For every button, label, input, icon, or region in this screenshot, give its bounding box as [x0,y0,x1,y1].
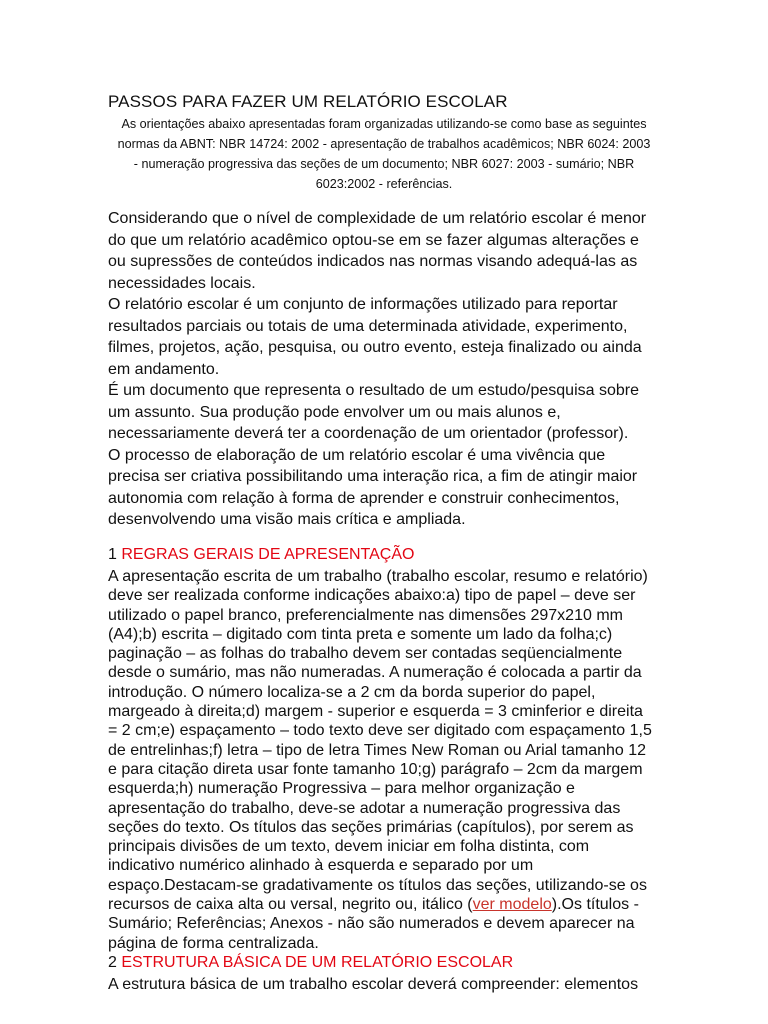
section-line: margeado à direita;d) margem - superior e esquerda = 3 cminferior e direita [108,703,643,721]
section-line: principais divisões de um texto, devem iniciar em folha distinta, com [108,838,590,856]
section-line: = 2 cm;e) espaçamento – todo texto deve ser digitado com espaçamento 1,5 [108,722,652,740]
section-heading-1 [108,545,683,565]
section-line: esquerda;h) numeração Progressiva – para melhor organização e [108,780,575,798]
intro-line: As orientações abaixo apresentadas foram organizadas utilizando-se como base as seguintes [121,117,647,131]
body-line: É um documento que representa o resultado de um estudo/pesquisa sobre [108,382,639,399]
section-line: desde o sumário, mas não numeradas. A numeração é colocada a partir da [108,664,642,682]
body-line: O processo de elaboração de um relatório escolar é uma vivência que [108,446,606,464]
link-line-after: ).Os títulos - [551,896,639,914]
section-line: indicativo numérico alinhado à esquerda e separado por um [108,857,534,875]
section-line: Sumário; Referências; Anexos - não são numerados e devem aparecer na [108,915,635,933]
body-line: resultados parciais ou totais de uma determinada atividade, experimento, [108,317,628,335]
section-line: e para citação direta usar fonte tamanho 10;g) parágrafo – 2cm da margem [108,760,643,778]
intro-line: normas da ABNT: NBR 14724: 2002 - apresentação de trabalhos acadêmicos; NBR 6024: 2003 [117,137,651,151]
section-line: utilizado o papel branco, preferencialmente nas dimensões 297x210 mm [108,606,623,624]
body-line: em andamento. [108,360,220,378]
section-line: de entrelinhas;f) letra – tipo de letra Times New Roman ou Arial tamanho 12 [108,741,647,759]
body-line: O relatório escolar é um conjunto de informações utilizado para reportar [108,296,618,313]
body-line: ou supressões de conteúdos indicados nas normas visando adequá-las as [108,253,638,270]
section-title: REGRAS GERAIS DE APRESENTAÇÃO [121,546,415,563]
section-1 [108,545,683,953]
section-number: 2 [108,954,117,971]
section-line: (A4);b) escrita – digitado com tinta preta e somente um lado da folha;c) [108,625,613,643]
body-line: filmes, projetos, ação, pesquisa, ou outro evento, esteja finalizado ou ainda [108,339,642,356]
section-line: página de forma centralizada. [108,934,319,952]
ver-modelo-link[interactable]: ver modelo [472,896,552,914]
section-number: 1 [108,546,117,563]
body-line: autonomia com relação à forma de aprender e construir conhecimentos, [108,489,620,507]
intro-line: - numeração progressiva das seções de um documento; NBR 6027: 2003 - sumário; NBR [133,157,635,171]
intro-paragraph [100,114,668,194]
section-heading-2 [108,953,683,973]
body-text [108,208,668,531]
body-line: do que um relatório acadêmico optou-se em se fazer algumas alterações e [108,231,639,249]
document-title: PASSOS PARA FAZER UM RELATÓRIO ESCOLAR [108,92,508,111]
section-line: apresentação do trabalho, deve-se adotar a numeração progressiva das [108,799,621,817]
body-line: necessidades locais. [108,274,256,292]
section-line: paginação – as folhas do trabalho devem ser contadas seqüencialmente [108,645,623,663]
section-line: A estrutura básica de um trabalho escolar deverá compreender: elementos [108,976,639,993]
body-line: necessariamente deverá ter a coordenação de um orientador (professor). [108,425,629,442]
section-line: seções do texto. Os títulos das seções primárias (capítulos), por serem as [108,818,634,836]
intro-line: 6023:2002 - referências. [315,177,453,191]
body-line: desenvolvendo uma visão mais crítica e ampliada. [108,511,466,528]
section-line: A apresentação escrita de um trabalho (trabalho escolar, resumo e relatório) [108,568,648,585]
section-line-with-link [108,895,683,914]
link-line-before: recursos de caixa alta ou versal, negrito ou, itálico ( [108,896,473,914]
section-line: espaço.Destacam-se gradativamente os títulos das seções, utilizando-se os [108,876,647,894]
section-line: deve ser realizada conforme indicações abaixo:a) tipo de papel – deve ser [108,587,636,605]
section-2 [108,953,683,994]
body-line: um assunto. Sua produção pode envolver um ou mais alunos e, [108,403,561,421]
body-line: precisa ser criativa possibilitando uma interação rica, a fim de atingir maior [108,468,638,485]
body-line: Considerando que o nível de complexidade de um relatório escolar é menor [108,210,647,227]
section-title: ESTRUTURA BÁSICA DE UM RELATÓRIO ESCOLAR [121,954,514,971]
section-line: introdução. O número localiza-se a 2 cm da borda superior do papel, [108,683,596,701]
